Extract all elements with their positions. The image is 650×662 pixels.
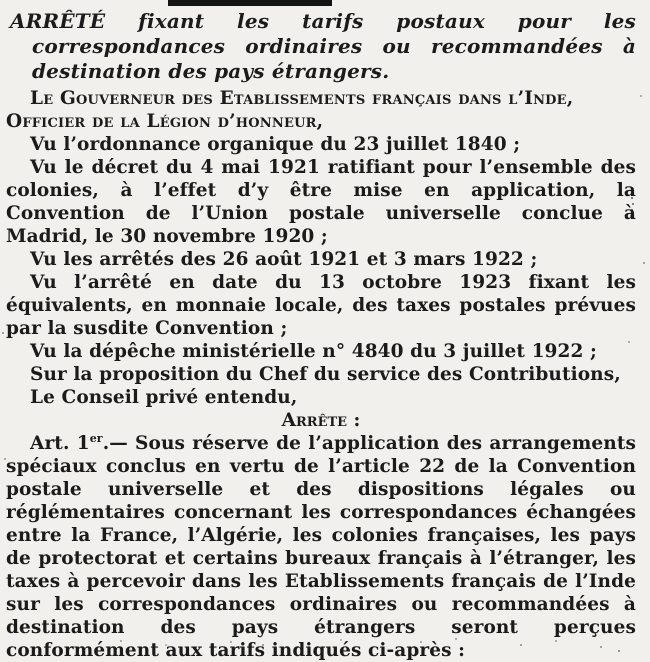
recital-arretes-1921-1922: Vu les arrêtés des 26 août 1921 et 3 mars 1922 ; [30,249,538,270]
recital-decret-1921: Vu le décret du 4 mai 1921 ratifiant pour l’ensemble des colonies, à l’effet d’y être mise en application, la Convention de l’Union postale universelle conclue à Madrid, le 30 novembre 1920 ; [6,157,636,247]
recital-conseil-prive: Le Conseil privé entendu, [30,387,298,408]
recital-depeche-ministerielle: Vu la dépêche ministérielle n° 4840 du 3 juillet 1922 ; [30,341,597,362]
article-1-paragraph [6,432,636,662]
recital-arrete-1923: Vu l’arrêté en date du 13 octobre 1923 fixant les équivalents, en monnaie locale, des taxes postales prévues par la susdite Convention ; [6,272,636,339]
recital-proposition-chef-service: Sur la proposition du Chef du service des Contributions, [30,364,621,385]
salutation-line-2: Officier de la Légion d’honneur, [6,111,324,132]
salutation-line-1: Le Gouverneur des Etablissements français dans l’Inde, [30,88,574,109]
decree-heading: Arrête : [281,410,361,431]
decree-title: ARRÊTÉ fixant les tarifs postaux pour les correspondances ordinaires ou recommandées à destination des pays étrangers. [10,9,636,83]
article-1-label: Art. 1 [30,433,90,454]
salutation [6,87,636,133]
cropped-top-rule [168,0,332,6]
scan-noise-speckles [0,0,2,2]
document-content [6,9,636,662]
article-1-label-superscript: er [89,431,103,445]
recital-ordonnance: Vu l’ordonnance organique du 23 juillet 1840 ; [30,134,521,155]
article-1-text: .— Sous réserve de l’application des arrangements spéciaux conclus en vertu de l’article 22 de la Convention postale universelle et des dispositions légales ou réglémentaires concernant les correspondances échangées entre la France, l’Algérie, les colonies françaises, les pays de protectorat et certains bureaux français à l’étranger, les taxes à percevoir dans les Etablissements français de l’Inde sur les correspondances ordinaires ou recommandées à destination des pays étrangers seront perçues conformément aux tarifs indiqués ci-après : [6,433,636,661]
